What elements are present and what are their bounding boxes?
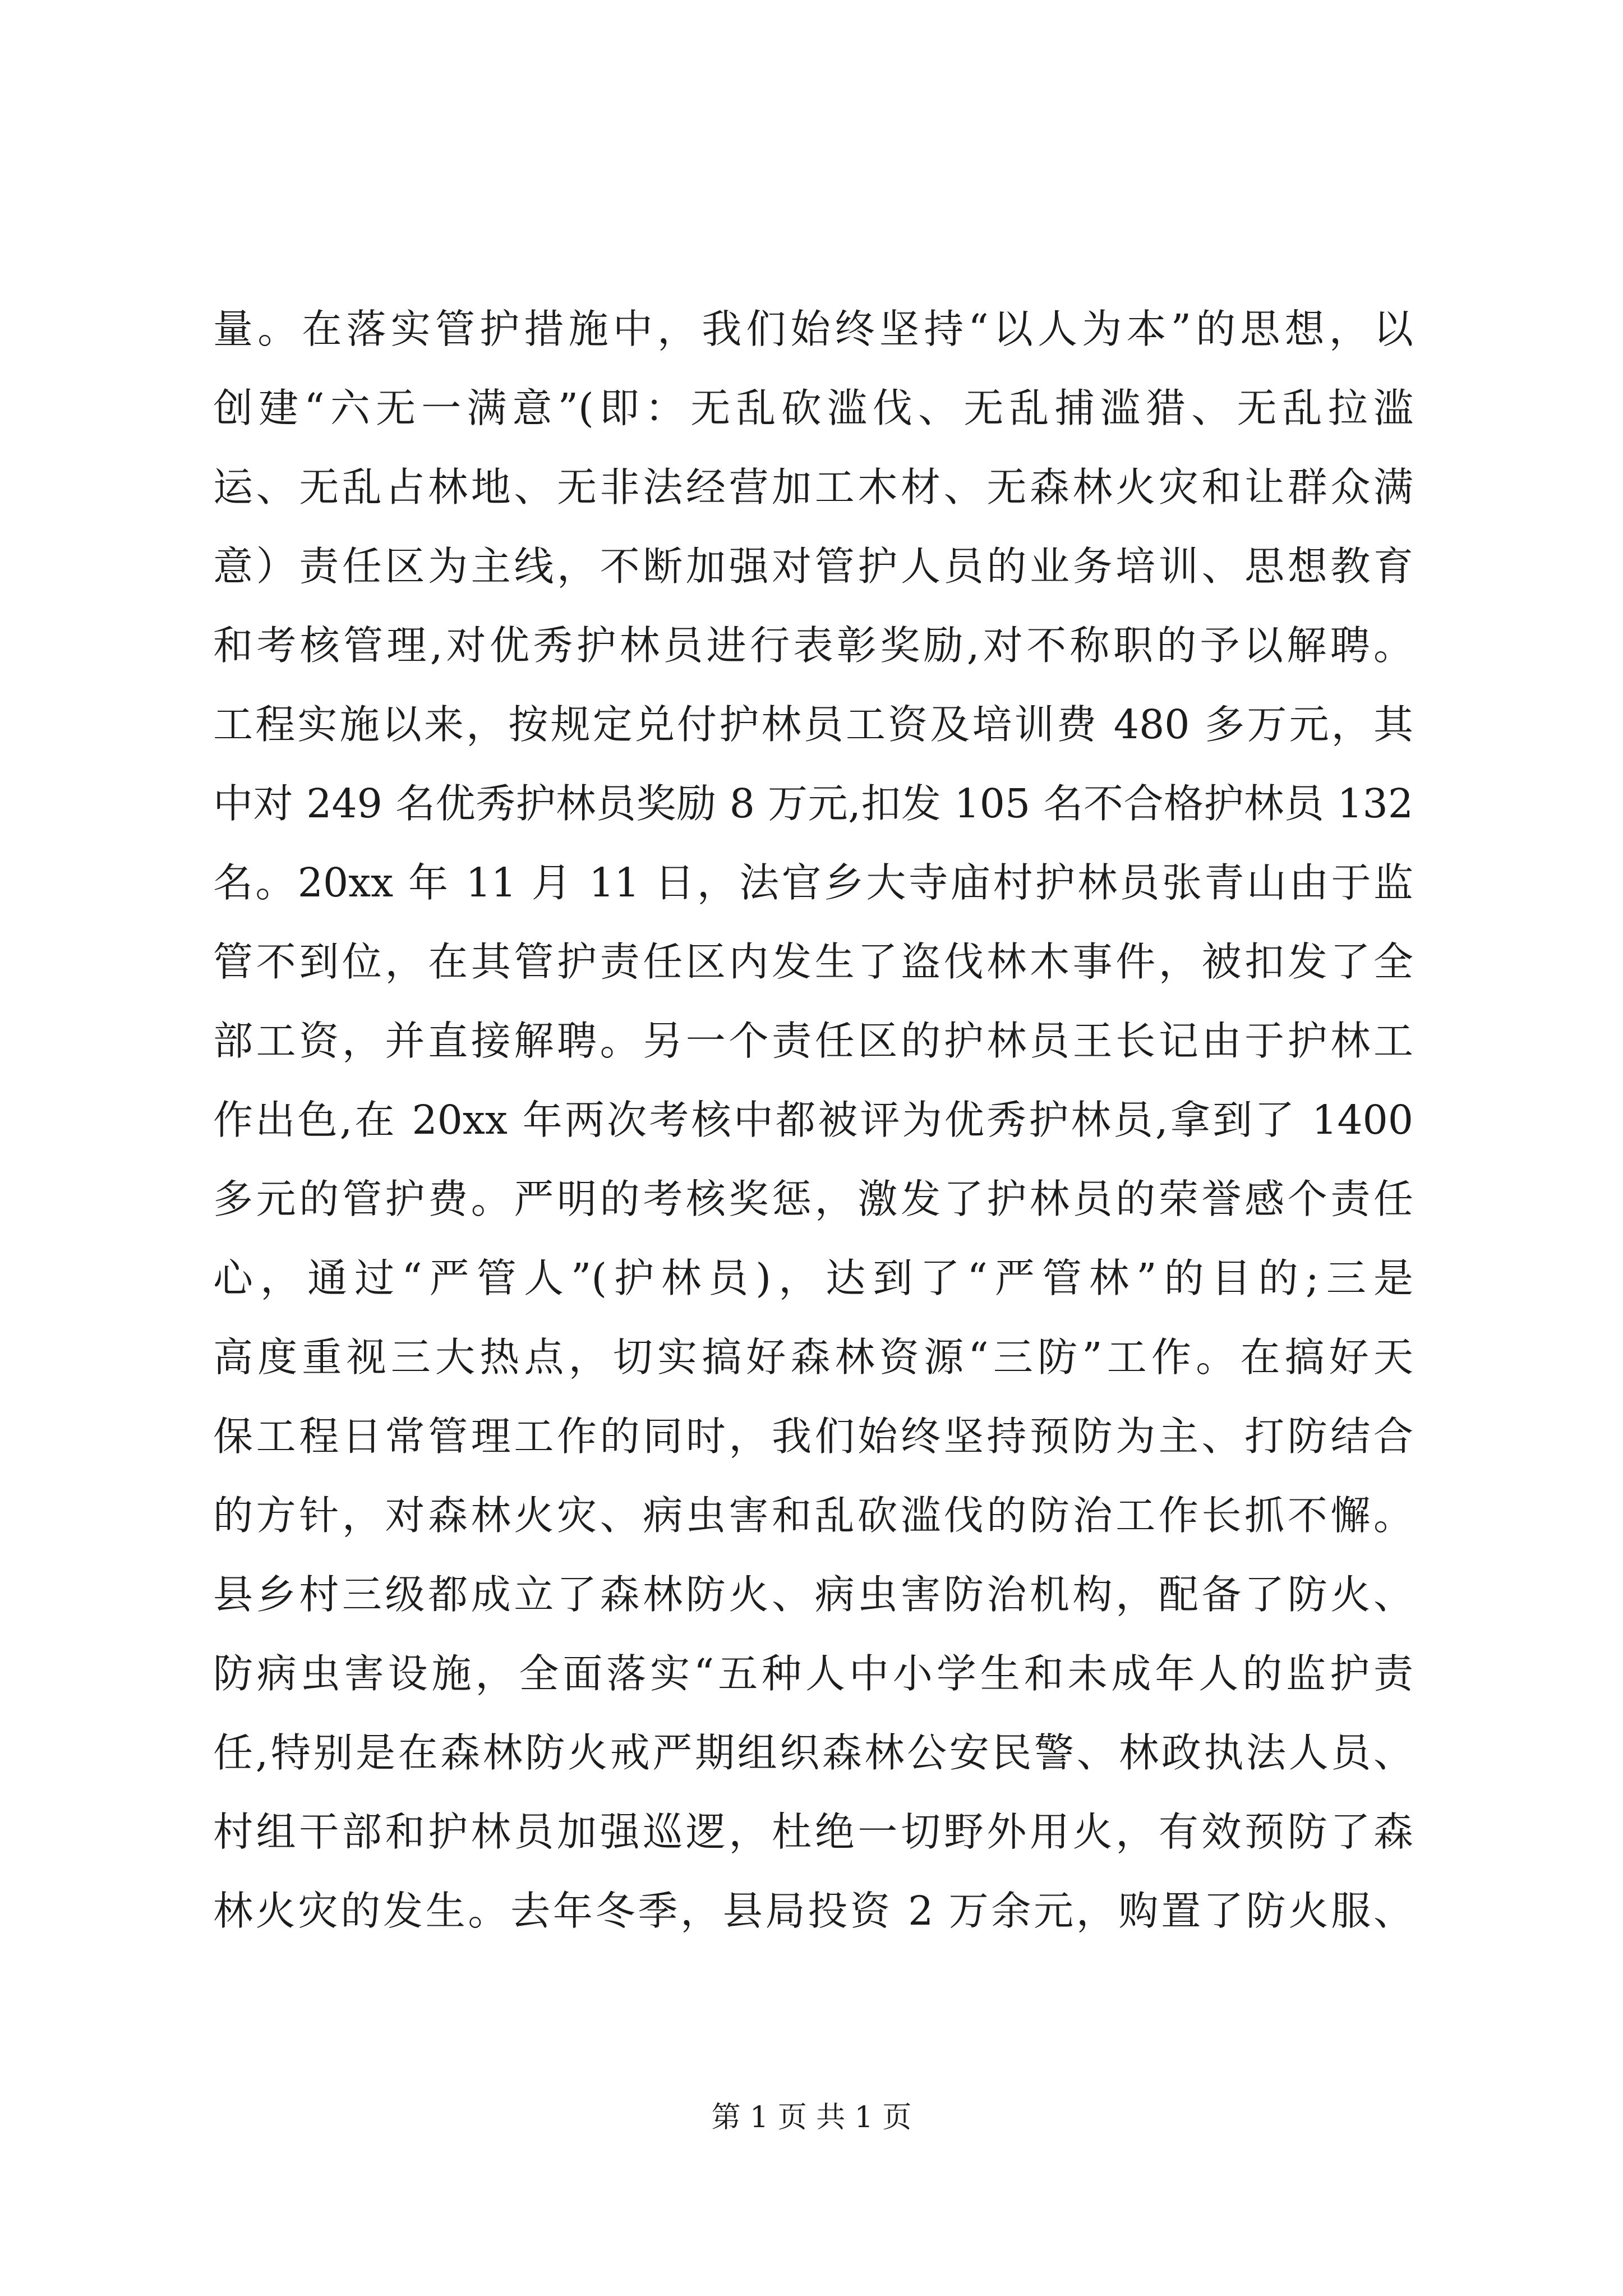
text-line: 县乡村三级都成立了森林防火、病虫害防治机构，配备了防火、 <box>213 1571 1413 1618</box>
text-line: 运、无乱占林地、无非法经营加工木材、无森林火灾和让群众满 <box>213 464 1413 510</box>
text-line: 中对 249 名优秀护林员奖励 8 万元,扣发 105 名不合格护林员 132 <box>213 780 1413 827</box>
text-line: 村组干部和护林员加强巡逻，杜绝一切野外用火，有效预防了森 <box>213 1809 1413 1855</box>
text-line: 工程实施以来，按规定兑付护林员工资及培训费 480 多万元，其 <box>213 701 1413 748</box>
text-line: 意）责任区为主线，不断加强对管护人员的业务培训、思想教育 <box>213 543 1413 590</box>
text-line: 创建“六无一满意”(即：无乱砍滥伐、无乱捕滥猎、无乱拉滥 <box>213 385 1413 431</box>
text-line: 名。20xx 年 11 月 11 日，法官乡大寺庙村护林员张青山由于监 <box>213 859 1413 906</box>
text-line: 心，通过“严管人”(护林员)，达到了“严管林”的目的;三是 <box>213 1255 1413 1301</box>
page-footer: 第 1 页 共 1 页 <box>711 2101 912 2134</box>
text-line: 任,特别是在森林防火戒严期组织森林公安民警、林政执法人员、 <box>213 1729 1413 1776</box>
text-line: 保工程日常管理工作的同时，我们始终坚持预防为主、打防结合 <box>213 1413 1413 1460</box>
text-line: 作出色,在 20xx 年两次考核中都被评为优秀护林员,拿到了 1400 <box>213 1097 1413 1143</box>
text-line: 林火灾的发生。去年冬季，县局投资 2 万余元，购置了防火服、 <box>213 1888 1413 1934</box>
text-line: 管不到位，在其管护责任区内发生了盗伐林木事件，被扣发了全 <box>213 938 1413 985</box>
text-line: 高度重视三大热点，切实搞好森林资源“三防”工作。在搞好天 <box>213 1334 1413 1381</box>
body-text <box>213 289 1413 1950</box>
text-line: 部工资，并直接解聘。另一个责任区的护林员王长记由于护林工 <box>213 1018 1413 1064</box>
text-line: 防病虫害设施，全面落实“五种人中小学生和未成年人的监护责 <box>213 1650 1413 1697</box>
text-line: 多元的管护费。严明的考核奖惩，激发了护林员的荣誉感个责任 <box>213 1176 1413 1222</box>
text-line: 量。在落实管护措施中，我们始终坚持“以人为本”的思想，以 <box>213 306 1413 352</box>
text-line: 的方针，对森林火灾、病虫害和乱砍滥伐的防治工作长抓不懈。 <box>213 1492 1413 1539</box>
text-line: 和考核管理,对优秀护林员进行表彰奖励,对不称职的予以解聘。 <box>213 622 1413 669</box>
